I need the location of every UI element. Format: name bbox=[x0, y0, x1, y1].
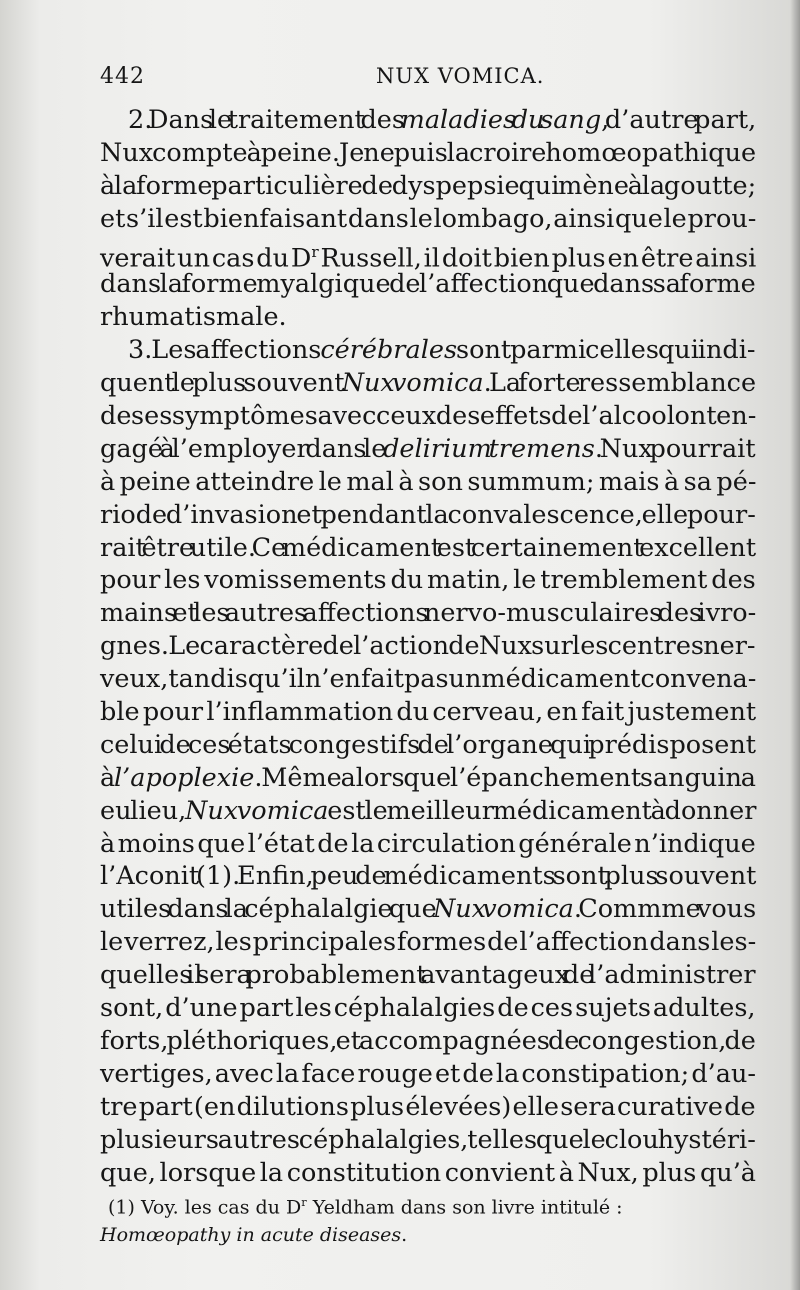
text-line bbox=[100, 334, 756, 367]
text-run: . Même alors que l’épanchement sanguin a bbox=[254, 762, 756, 793]
body-text bbox=[100, 104, 756, 1189]
page-number: 442 bbox=[100, 64, 145, 89]
text-run: tre part (en dilutions plus élevées) elle sera curative de bbox=[100, 1091, 756, 1122]
italic-run: l’apoplexie bbox=[114, 762, 255, 793]
italic-run: Nux vomica bbox=[185, 795, 329, 826]
running-title: NUX VOMICA. bbox=[376, 64, 545, 88]
text-run: riode d’invasion et pendant la convalescence, elle pour- bbox=[100, 499, 756, 530]
text-run: rait être utile. Ce médicament est certainement excellent bbox=[100, 532, 757, 563]
text-run: gnes. Le caractère de l’action de Nux sur les centres ner- bbox=[100, 631, 756, 662]
text-line bbox=[100, 696, 756, 729]
text-run: gagé à l’employer dans le bbox=[100, 433, 384, 464]
text-line bbox=[100, 236, 757, 274]
text-run: le verrez, les principales formes de l’affection dans les- bbox=[100, 927, 757, 958]
footnotes bbox=[100, 1188, 760, 1249]
text-run: ble pour l’inflammation du cerveau, en fait justement bbox=[100, 697, 757, 728]
text-run: pour les vomissements du matin, le tremblement des bbox=[100, 565, 756, 596]
text-line bbox=[100, 926, 756, 959]
text-line bbox=[100, 1091, 756, 1124]
text-line bbox=[100, 1157, 756, 1190]
text-run: plusieurs autres céphalalgies, telles que le clou hystéri- bbox=[100, 1124, 756, 1155]
text-run: dans la forme myalgique de l’affection que dans sa forme bbox=[100, 269, 756, 300]
text-line bbox=[100, 170, 756, 203]
text-line bbox=[100, 499, 756, 532]
text-run: Nux compte à peine. Je ne puis la croire homœopathique bbox=[100, 137, 757, 168]
text-run: veux, tandis qu’il n’en fait pas un médicament convena- bbox=[100, 664, 757, 695]
text-line bbox=[100, 433, 756, 466]
text-run: est le meilleur médicament à donner bbox=[328, 795, 757, 826]
text-line bbox=[100, 663, 756, 696]
text-run: sont parmi celles qui indi- bbox=[457, 335, 756, 366]
text-run: mains et les autres affections nervo-musculaires des ivro- bbox=[100, 598, 757, 629]
text-line bbox=[100, 268, 756, 301]
text-line bbox=[100, 301, 756, 334]
italic-run: cérébrales bbox=[320, 335, 458, 366]
text-line bbox=[100, 564, 756, 597]
text-run: vertiges, avec la face rouge et de la constipation; d’au- bbox=[100, 1058, 757, 1089]
text-run: . La forte ressemblance bbox=[483, 368, 757, 399]
text-run: quent le plus souvent bbox=[100, 368, 342, 399]
footnote-line bbox=[100, 1221, 760, 1249]
text-line bbox=[100, 532, 756, 565]
page-header bbox=[100, 64, 700, 92]
text-run: à moins que l’état de la circulation générale n’indique bbox=[100, 828, 756, 859]
text-run: Russell, il doit bien plus en être ainsi bbox=[318, 243, 757, 274]
text-run: quelles il sera probablement avantageux de l’administrer bbox=[100, 960, 756, 991]
text-run: , d’autre part, bbox=[601, 105, 757, 135]
text-line bbox=[100, 367, 756, 400]
text-run: forts, pléthoriques, et accompagnées de congestion, de bbox=[100, 1025, 756, 1056]
italic-run: maladies du sang bbox=[400, 105, 602, 135]
text-run: utiles dans la céphalalgie que bbox=[100, 894, 433, 925]
italic-run: delirium tremens bbox=[383, 433, 595, 464]
text-line bbox=[100, 1124, 756, 1157]
text-line bbox=[100, 893, 756, 926]
text-run: Yeldham dans son livre intitulé : bbox=[306, 1196, 623, 1219]
text-line bbox=[100, 1058, 756, 1091]
text-line bbox=[100, 828, 756, 861]
text-line bbox=[100, 400, 756, 433]
text-run: celui de ces états congestifs de l’organe qui prédisposent bbox=[100, 729, 756, 760]
superscript: r bbox=[311, 242, 319, 261]
text-line bbox=[100, 203, 756, 236]
text-run: que, lorsque la constitution convient à Nux, plus qu’à bbox=[100, 1157, 757, 1188]
text-run: de ses symptômes avec ceux des effets de l’alcool ont en- bbox=[100, 401, 757, 432]
text-run: . bbox=[401, 1224, 408, 1247]
text-run: eu lieu, bbox=[100, 795, 185, 826]
text-line bbox=[100, 860, 756, 893]
text-run: et s’il est bienfaisant dans le lombago, ainsi que le prou- bbox=[100, 203, 757, 234]
text-line bbox=[100, 597, 756, 630]
text-line bbox=[100, 104, 756, 137]
text-line bbox=[100, 729, 756, 762]
text-run: 3. Les affections bbox=[128, 335, 321, 366]
text-line bbox=[100, 959, 756, 992]
text-line bbox=[100, 992, 756, 1025]
text-line bbox=[100, 466, 756, 499]
text-run: 2. Dans le traitement des bbox=[128, 105, 401, 135]
text-run: . Commme vous bbox=[573, 894, 757, 925]
text-run: à la forme particulière de dyspepsie qui mène à la goutte; bbox=[100, 170, 757, 201]
text-run: verait un cas du D bbox=[100, 243, 312, 274]
text-line bbox=[100, 795, 756, 828]
italic-run: Nux vomica bbox=[432, 894, 574, 925]
text-line bbox=[100, 762, 756, 795]
italic-run: Nux vomica bbox=[341, 368, 484, 399]
text-line bbox=[100, 137, 756, 170]
italic-run: Homœopathy in acute diseases bbox=[100, 1224, 402, 1247]
superscript: r bbox=[301, 1195, 307, 1209]
text-line bbox=[100, 630, 756, 663]
text-run: (1) Voy. les cas du D bbox=[108, 1196, 302, 1219]
text-run: à bbox=[100, 762, 115, 793]
text-run: l’Aconit (1). Enfin, peu de médicaments sont plus souvent bbox=[100, 861, 757, 892]
text-line bbox=[100, 1025, 756, 1058]
text-run: à peine atteindre le mal à son summum; mais à sa pé- bbox=[100, 466, 757, 497]
text-run: sont, d’une part les céphalalgies de ces sujets adultes, bbox=[100, 993, 756, 1024]
footnote-line bbox=[100, 1188, 760, 1221]
text-run: rhumatismale. bbox=[100, 302, 287, 333]
text-run: . Nux pourrait bbox=[594, 433, 756, 464]
